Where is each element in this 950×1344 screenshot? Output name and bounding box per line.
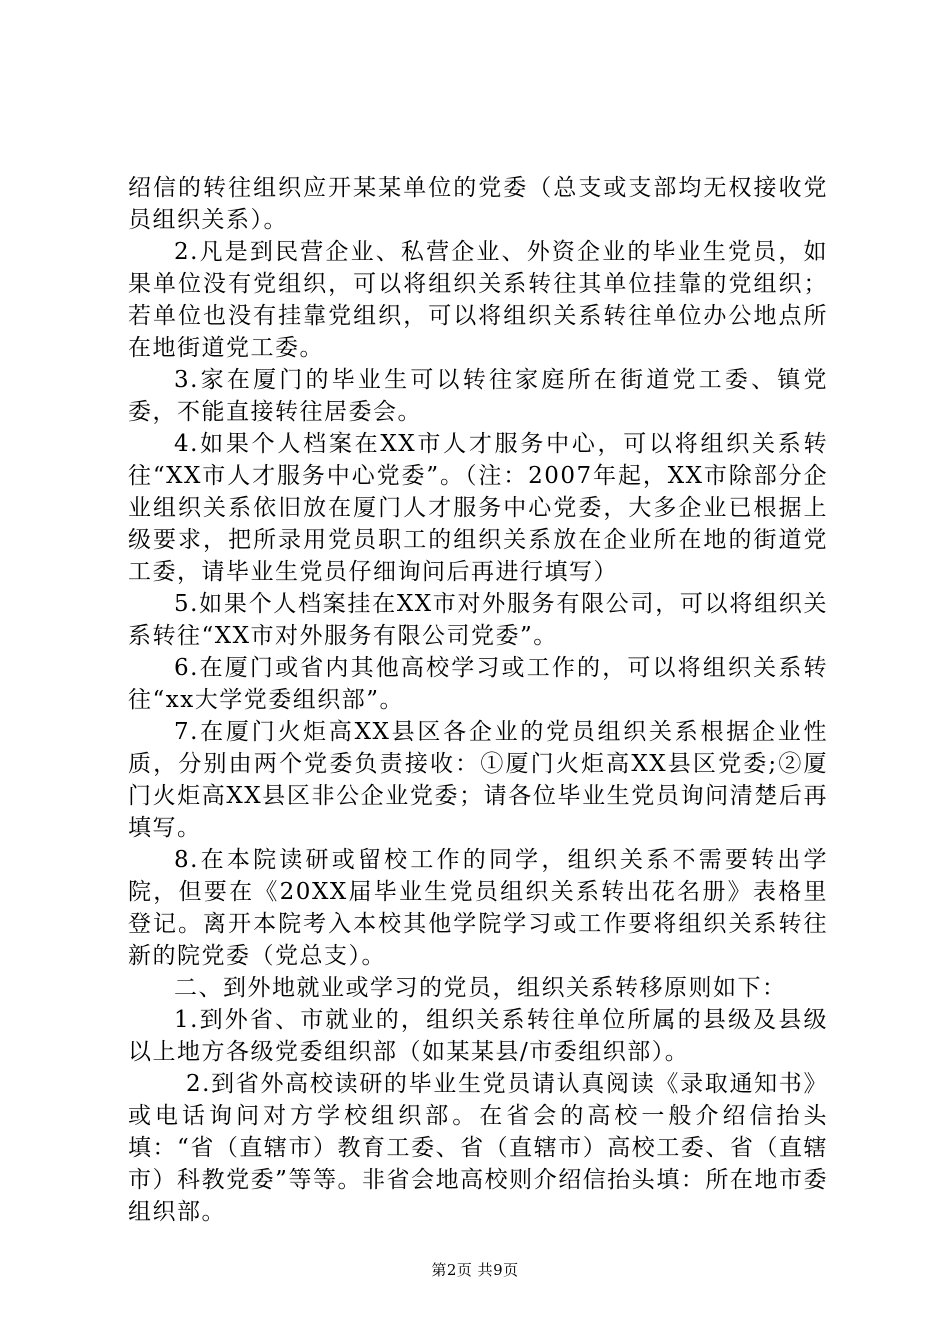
paragraph-item-4: 4.如果个人档案在XX市人才服务中心，可以将组织关系转往“XX市人才服务中心党委”。（注：2007年起，XX市除部分企业组织关系依旧放在厦门人才服务中心党委，大多企业已根据上级要求，把所录用党员职工的组织关系放在企业所在地的街道党工委，请毕业生党员仔细询问后再进行填写） xyxy=(128,431,828,585)
paragraph-item-5: 5.如果个人档案挂在XX市对外服务有限公司，可以将组织关系转往“XX市对外服务有限公司党委”。 xyxy=(128,591,828,649)
section-heading-2: 二、到外地就业或学习的党员，组织关系转移原则如下： xyxy=(174,975,787,1001)
paragraph-item-7: 7.在厦门火炬高XX县区各企业的党员组织关系根据企业性质，分别由两个党委负责接收：①厦门火炬高XX县区党委;②厦门火炬高XX县区非公企业党委；请各位毕业生党员询问清楚后再填写。 xyxy=(128,719,828,841)
page-footer xyxy=(0,1260,950,1280)
paragraph-item-3: 3.家在厦门的毕业生可以转往家庭所在街道党工委、镇党委，不能直接转往居委会。 xyxy=(128,367,828,425)
paragraph-continuation: 绍信的转往组织应开某某单位的党委（总支或支部均无权接收党员组织关系）。 xyxy=(128,175,828,233)
page-number-label: 第2页 共9页 xyxy=(431,1261,519,1279)
paragraph-section2-item-1: 1.到外省、市就业的，组织关系转往单位所属的县级及县级以上地方各级党委组织部（如某某县/市委组织部）。 xyxy=(128,1007,828,1065)
paragraph-item-8: 8.在本院读研或留校工作的同学，组织关系不需要转出学院，但要在《20XX届毕业生党员组织关系转出花名册》表格里登记。离开本院考入本校其他学院学习或工作要将组织关系转往新的院党委（党总支）。 xyxy=(128,847,828,969)
paragraph-section2-item-2: 2.到省外高校读研的毕业生党员请认真阅读《录取通知书》或电话询问对方学校组织部。在省会的高校一般介绍信抬头填：“省（直辖市）教育工委、省（直辖市）高校工委、省（直辖市）科教党委”等等。非省会地高校则介绍信抬头填：所在地市委组织部。 xyxy=(128,1071,828,1225)
paragraph-item-2: 2.凡是到民营企业、私营企业、外资企业的毕业生党员，如果单位没有党组织，可以将组织关系转往其单位挂靠的党组织；若单位也没有挂靠党组织，可以将组织关系转往单位办公地点所在地街道党工委。 xyxy=(128,239,828,361)
paragraph-item-6: 6.在厦门或省内其他高校学习或工作的，可以将组织关系转往“xx大学党委组织部”。 xyxy=(128,655,828,713)
document-body xyxy=(128,172,828,1228)
